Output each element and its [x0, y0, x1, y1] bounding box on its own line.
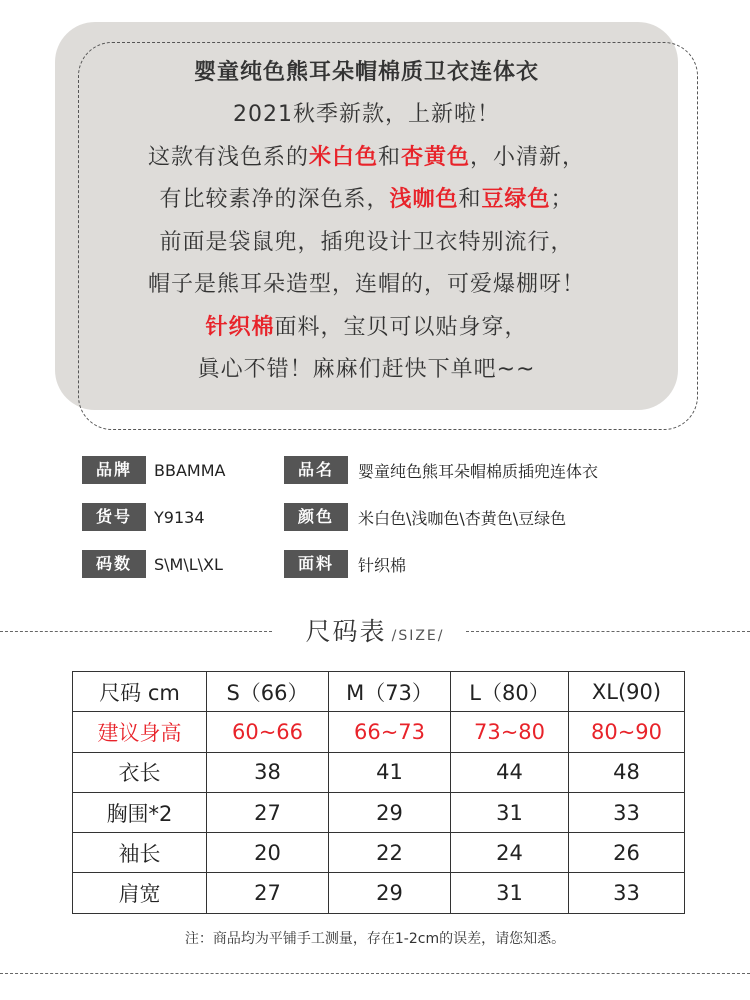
divider-left — [0, 631, 272, 632]
spec-product-name-value: 婴童纯色熊耳朵帽棉质插兜连体衣 — [358, 461, 599, 481]
intro-line-2-part-c: 和 — [377, 144, 401, 170]
table-cell: 33 — [569, 873, 685, 913]
highlight-color-apricot: 杏黄色 — [401, 144, 471, 170]
table-header-cell: M（73） — [329, 672, 451, 712]
spec-sizes-value: S\M\L\XL — [154, 554, 223, 574]
intro-line-2 — [55, 137, 678, 180]
spec-color-value: 米白色\浅咖色\杏黄色\豆绿色 — [358, 508, 567, 528]
table-row-length — [73, 752, 685, 792]
intro-line-6-part-b: 面料，宝贝可以贴身穿， — [274, 314, 528, 340]
table-cell: 22 — [329, 833, 451, 873]
table-header-cell: XL(90) — [569, 672, 685, 712]
table-cell: 48 — [569, 752, 685, 792]
intro-line-3 — [55, 179, 678, 222]
table-row-chest — [73, 792, 685, 832]
intro-line-5: 帽子是熊耳朵造型，连帽的，可爱爆棚呀！ — [147, 272, 585, 297]
table-cell: 20 — [207, 833, 329, 873]
table-row-shoulder — [73, 873, 685, 913]
table-cell: 38 — [207, 752, 329, 792]
intro-line-4: 前面是袋鼠兜，插兜设计卫衣特别流行， — [159, 229, 574, 255]
table-cell: 24 — [451, 833, 569, 873]
intro-text-block — [55, 52, 678, 392]
highlight-fabric: 针织棉 — [205, 314, 275, 340]
table-cell: 33 — [569, 792, 685, 832]
table-cell: 建议身高 — [73, 712, 207, 752]
spec-brand-value: BBAMMA — [154, 460, 226, 480]
table-cell: 60~66 — [207, 712, 329, 752]
table-cell: 29 — [329, 792, 451, 832]
spec-item-no-label: 货号 — [82, 503, 146, 531]
intro-line-1: 2021秋季新款，上新啦！ — [233, 102, 500, 127]
size-chart-title-cn: 尺码表 — [305, 617, 387, 646]
table-cell: 44 — [451, 752, 569, 792]
table-cell: 31 — [451, 873, 569, 913]
intro-line-3-part-e: ； — [550, 187, 574, 212]
size-table — [72, 671, 685, 914]
highlight-color-light-coffee: 浅咖色 — [389, 187, 459, 212]
intro-line-3-part-a: 有比较素净的深色系， — [159, 187, 390, 212]
table-cell: 73~80 — [451, 712, 569, 752]
table-cell: 29 — [329, 873, 451, 913]
spec-item-no-value: Y9134 — [154, 507, 205, 527]
spec-product-name — [284, 456, 598, 484]
table-row-recommended-height — [73, 712, 685, 752]
intro-line-6 — [55, 307, 678, 350]
table-cell: 31 — [451, 792, 569, 832]
table-cell: 26 — [569, 833, 685, 873]
spec-color — [284, 503, 566, 531]
highlight-color-bean-green: 豆绿色 — [481, 187, 551, 212]
spec-fabric — [284, 550, 406, 578]
intro-line-2-part-e: ，小清新， — [470, 144, 586, 170]
table-header-cell: 尺码 cm — [73, 672, 207, 712]
measurement-note: 注：商品均为平铺手工测量，存在1-2cm的误差，请您知悉。 — [184, 931, 566, 947]
spec-fabric-value: 针织棉 — [358, 555, 407, 575]
spec-item-no — [82, 503, 205, 531]
spec-sizes-label: 码数 — [82, 550, 146, 578]
spec-sizes — [82, 550, 223, 578]
table-header-row — [73, 672, 685, 712]
spec-brand-label: 品牌 — [82, 456, 146, 484]
table-cell: 66~73 — [329, 712, 451, 752]
table-cell: 衣长 — [73, 752, 207, 792]
spec-brand — [82, 456, 225, 484]
intro-line-3-part-c: 和 — [458, 187, 482, 212]
size-chart-title-en: /SIZE/ — [391, 628, 445, 644]
spec-product-name-label: 品名 — [284, 456, 348, 484]
size-chart-title — [270, 612, 480, 648]
intro-line-2-part-a: 这款有浅色系的 — [147, 144, 309, 170]
table-cell: 41 — [329, 752, 451, 792]
spec-fabric-label: 面料 — [284, 550, 348, 578]
table-cell: 27 — [207, 792, 329, 832]
divider-bottom — [0, 973, 750, 974]
intro-title: 婴童纯色熊耳朵帽棉质卫衣连体衣 — [193, 60, 539, 85]
table-cell: 27 — [207, 873, 329, 913]
table-cell: 袖长 — [73, 833, 207, 873]
spec-color-label: 颜色 — [284, 503, 348, 531]
table-cell: 肩宽 — [73, 873, 207, 913]
table-row-sleeve — [73, 833, 685, 873]
divider-right — [466, 631, 750, 632]
intro-line-7: 眞心不错！麻麻们赶快下单吧~~ — [197, 357, 536, 382]
table-header-cell: L（80） — [451, 672, 569, 712]
table-cell: 80~90 — [569, 712, 685, 752]
table-cell: 胸围*2 — [73, 792, 207, 832]
table-header-cell: S（66） — [207, 672, 329, 712]
highlight-color-cream: 米白色 — [308, 144, 378, 170]
